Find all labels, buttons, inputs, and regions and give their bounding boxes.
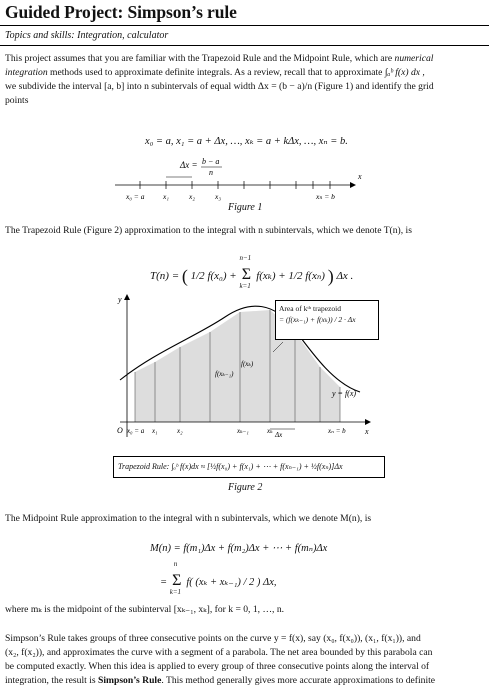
fig2-tick-label: xₙ = b	[328, 427, 346, 435]
fig1-tick-label: x₃	[215, 192, 221, 201]
callout-formula: = (f(xₖ₋₁) + f(xₖ)) / 2 · Δx	[279, 315, 356, 324]
fig1-tick-label: x₀ = a	[126, 192, 145, 201]
fig1-tick-label: x₂	[189, 192, 195, 201]
trap-fk: f(xₖ) +	[256, 270, 286, 282]
fig2-curve-label: y = f(x)	[332, 389, 357, 398]
trap-f0: f(x₀) +	[207, 270, 237, 282]
fig1-tick-label: xₙ = b	[316, 192, 335, 201]
simpson-line-4c: . This method generally gives more accurate approximations to definite	[161, 675, 436, 686]
fig2-x-label: x	[365, 427, 369, 436]
trap-fn: f(xₙ)	[305, 270, 325, 282]
trap-half-1: 1/2	[190, 270, 205, 282]
fig2-ticks	[126, 427, 346, 435]
page-title: Guided Project: Simpson’s rule	[5, 2, 237, 22]
fig2-fxk1-label: f(xₖ₋₁)	[215, 370, 234, 378]
trap-lhs: T(n) =	[150, 270, 180, 282]
figure-2-caption: Figure 2	[228, 482, 263, 493]
trap-sum-bot: k=1	[239, 282, 251, 290]
fig2-fxk-label: f(xₖ)	[241, 360, 254, 368]
mid-sum: n Σ k=1	[169, 560, 182, 596]
fig2-origin: O	[117, 426, 123, 435]
title-rule	[0, 25, 489, 26]
intro-paragraph	[5, 52, 485, 108]
fig2-tick-label: xₖ	[267, 427, 273, 435]
mid-sum-top: n	[173, 560, 178, 568]
simpson-line-3: be computed exactly. When this idea is applied to every group of three consecutive points along the interval of	[5, 661, 430, 672]
simpson-line-1: Simpson’s Rule takes groups of three consecutive points on the curve y = f(x), say (x₀, f(x₀)), (x₁, f(x₁)), and	[5, 633, 421, 644]
trapezoid-rule-box	[113, 456, 385, 478]
intro-text-a: This project assumes that you are familiar with the Trapezoid Rule and the Midpoint Rule, which are	[5, 53, 395, 64]
fig1-ticks	[125, 181, 335, 201]
intro-line-3: points	[5, 95, 29, 106]
fig1-dx-label: Δx =	[180, 160, 198, 170]
trap-half-2: 1/2	[288, 270, 303, 282]
topics-line: Topics and skills: Integration, calculator	[5, 30, 169, 41]
intro-integral: ∫ₐᵇ f(x) dx ,	[384, 67, 425, 78]
fig2-y-label: y	[118, 295, 122, 304]
figure-1-caption: Figure 1	[228, 202, 263, 213]
grid-points-formula: x₀ = a, x₁ = a + Δx, …, xₖ = a + kΔx, …, xₙ = b.	[145, 136, 348, 147]
fig1-dx-den: n	[209, 168, 213, 177]
callout-title: Area of kᵗʰ trapezoid	[279, 304, 341, 313]
fig1-tick-label: x₁	[163, 192, 169, 201]
fig2-tick-label: x₂	[177, 427, 183, 435]
intro-em-numerical: numerical	[394, 53, 434, 64]
fig1-dx-num: b − a	[202, 157, 220, 166]
intro-text-b: methods used to approximate definite integrals. As a review, recall that to approximate	[47, 67, 385, 78]
intro-line-2: we subdivide the interval [a, b] into n subintervals of equal width Δx = (b − a)/n (Figure 1) and identify the grid	[5, 81, 434, 92]
midpoint-where: where mₖ is the midpoint of the subinterval [xₖ₋₁, xₖ], for k = 0, 1, …, n.	[5, 604, 285, 615]
simpson-rule-bold: Simpson’s Rule	[98, 675, 162, 686]
trap-sum: n−1 Σ k=1	[239, 254, 252, 290]
mid-eq: =	[160, 577, 168, 588]
trapezoid-formula: T(n) = ( 1/2 f(x₀) + n−1 Σ k=1 f(xₖ) + 1/2 f(xₙ) ) Δx .	[150, 254, 354, 290]
fig1-x-label: x	[358, 172, 362, 181]
simpson-paragraph	[5, 632, 485, 688]
fig1-axis-arrow	[350, 182, 356, 188]
midpoint-formula-line-1: M(n) = f(m₁)Δx + f(m₂)Δx + ⋯ + f(mₙ)Δx	[150, 543, 328, 554]
fig2-y-arrow	[124, 294, 130, 300]
fig2-x-arrow	[365, 419, 371, 425]
mid-sum-bot: k=1	[169, 588, 182, 596]
fig2-dx-label: Δx	[275, 431, 283, 439]
midpoint-formula-line-2	[160, 560, 277, 596]
topics-rule	[0, 45, 489, 46]
intro-em-integration: integration	[5, 67, 48, 78]
trapezoid-area-callout	[275, 300, 379, 340]
trapezoid-intro: The Trapezoid Rule (Figure 2) approximation to the integral with n subintervals, which we denote T(n), is	[5, 225, 412, 236]
trapezoid-rule-text: Trapezoid Rule: ∫ₐᵇ f(x)dx ≈ [½f(x₀) + f(x₁) + ⋯ + f(xₙ₋₁) + ½f(xₙ)]Δx	[118, 462, 343, 471]
midpoint-intro: The Midpoint Rule approximation to the integral with n subintervals, which we denote M(n), is	[5, 513, 372, 524]
fig2-tick-label: x₁	[152, 427, 158, 435]
simpson-line-4a: integration, the result is	[5, 675, 98, 686]
fig2-tick-label: xₖ₋₁	[237, 427, 249, 435]
fig2-tick-label: x₀ = a	[127, 427, 145, 435]
trap-sum-top: n−1	[239, 254, 252, 262]
simpson-line-2: (x₂, f(x₂)), and approximates the curve with a segment of a parabola. The net area bounded by this parabola can	[5, 647, 433, 658]
mid-inner: f( (xₖ + xₖ₋₁) / 2 ) Δx,	[186, 577, 277, 588]
trap-dx: Δx .	[336, 270, 354, 282]
